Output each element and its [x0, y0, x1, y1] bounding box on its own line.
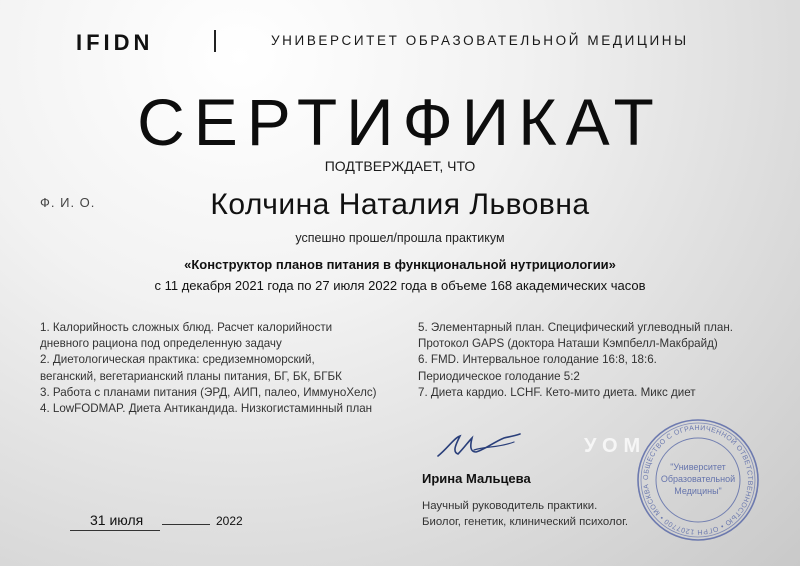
- topics-right: [418, 320, 778, 401]
- topic-line: 6. FMD. Интервальное голодание 16:8, 18:6.: [418, 353, 657, 367]
- topic-line: Периодическое голодание 5:2: [418, 369, 580, 383]
- completed-text: успешно прошел/прошла практикум: [295, 231, 505, 245]
- topic-line: веганский, вегетарианский планы питания, БГ, БК, БГБК: [40, 369, 342, 383]
- fio-label: Ф. И. О.: [40, 195, 96, 210]
- topic-line: 5. Элементарный план. Специфический углеводный план.: [418, 321, 733, 334]
- signatory-title-line: Биолог, генетик, клинический психолог.: [422, 516, 629, 528]
- issue-year: 2022: [216, 514, 243, 528]
- signatory-title: [422, 498, 628, 530]
- confirms-text: ПОДТВЕРЖДАЕТ, ЧТО: [324, 158, 476, 174]
- topic-line: Протокол GAPS (доктора Наташи Кэмпбелл-Макбрайд): [418, 337, 718, 351]
- topic-line: 1. Калорийность сложных блюд. Расчет калорийности: [40, 321, 333, 334]
- stamp-ring-text: ОБЩЕСТВО С ОГРАНИЧЕННОЙ ОТВЕТСТВЕННОСТЬЮ • ОГРН 1207700 • МОСКВА: [642, 424, 754, 536]
- course-dates: с 11 декабря 2021 года по 27 июля 2022 года в объеме 168 академических часов: [154, 278, 646, 293]
- stamp-line: Медицины": [674, 486, 722, 496]
- course-title: «Конструктор планов питания в функциональной нутрициологии»: [184, 257, 616, 272]
- topic-line: 4. LowFODMAP. Диета Антикандида. Низкогистаминный план: [40, 402, 373, 416]
- university-name: УНИВЕРСИТЕТ ОБРАЗОВАТЕЛЬНОЙ МЕДИЦИНЫ: [271, 33, 689, 48]
- signatory-name: Ирина Мальцева: [422, 471, 531, 486]
- issue-date: 31 июля: [90, 512, 144, 528]
- official-stamp: [636, 418, 760, 542]
- topics-left: [40, 320, 400, 417]
- signatory-title-line: Научный руководитель практики.: [422, 500, 598, 512]
- ifidn-logo: IFIDN: [76, 30, 154, 55]
- topic-line: 3. Работа с планами питания (ЭРД, АИП, палео, ИммуноХелс): [40, 385, 377, 399]
- topic-line: 2. Диетологическая практика: средиземноморский,: [40, 353, 315, 367]
- topic-line: 7. Диета кардио. LCHF. Кето-мито диета. Микс диет: [418, 385, 696, 399]
- date-underline: [162, 524, 210, 525]
- stamp-line: Образовательной: [660, 474, 736, 484]
- recipient-name: Колчина Наталия Львовна: [210, 188, 590, 221]
- watermark: УОМ: [584, 435, 647, 457]
- header-divider: [214, 30, 216, 52]
- certificate-title: СЕРТИФИКАТ: [137, 85, 663, 159]
- topic-line: дневного рациона под определенную задачу: [40, 337, 282, 351]
- handwritten-signature: [434, 428, 524, 464]
- date-underline: [70, 530, 160, 531]
- stamp-line: "Университет: [670, 462, 726, 472]
